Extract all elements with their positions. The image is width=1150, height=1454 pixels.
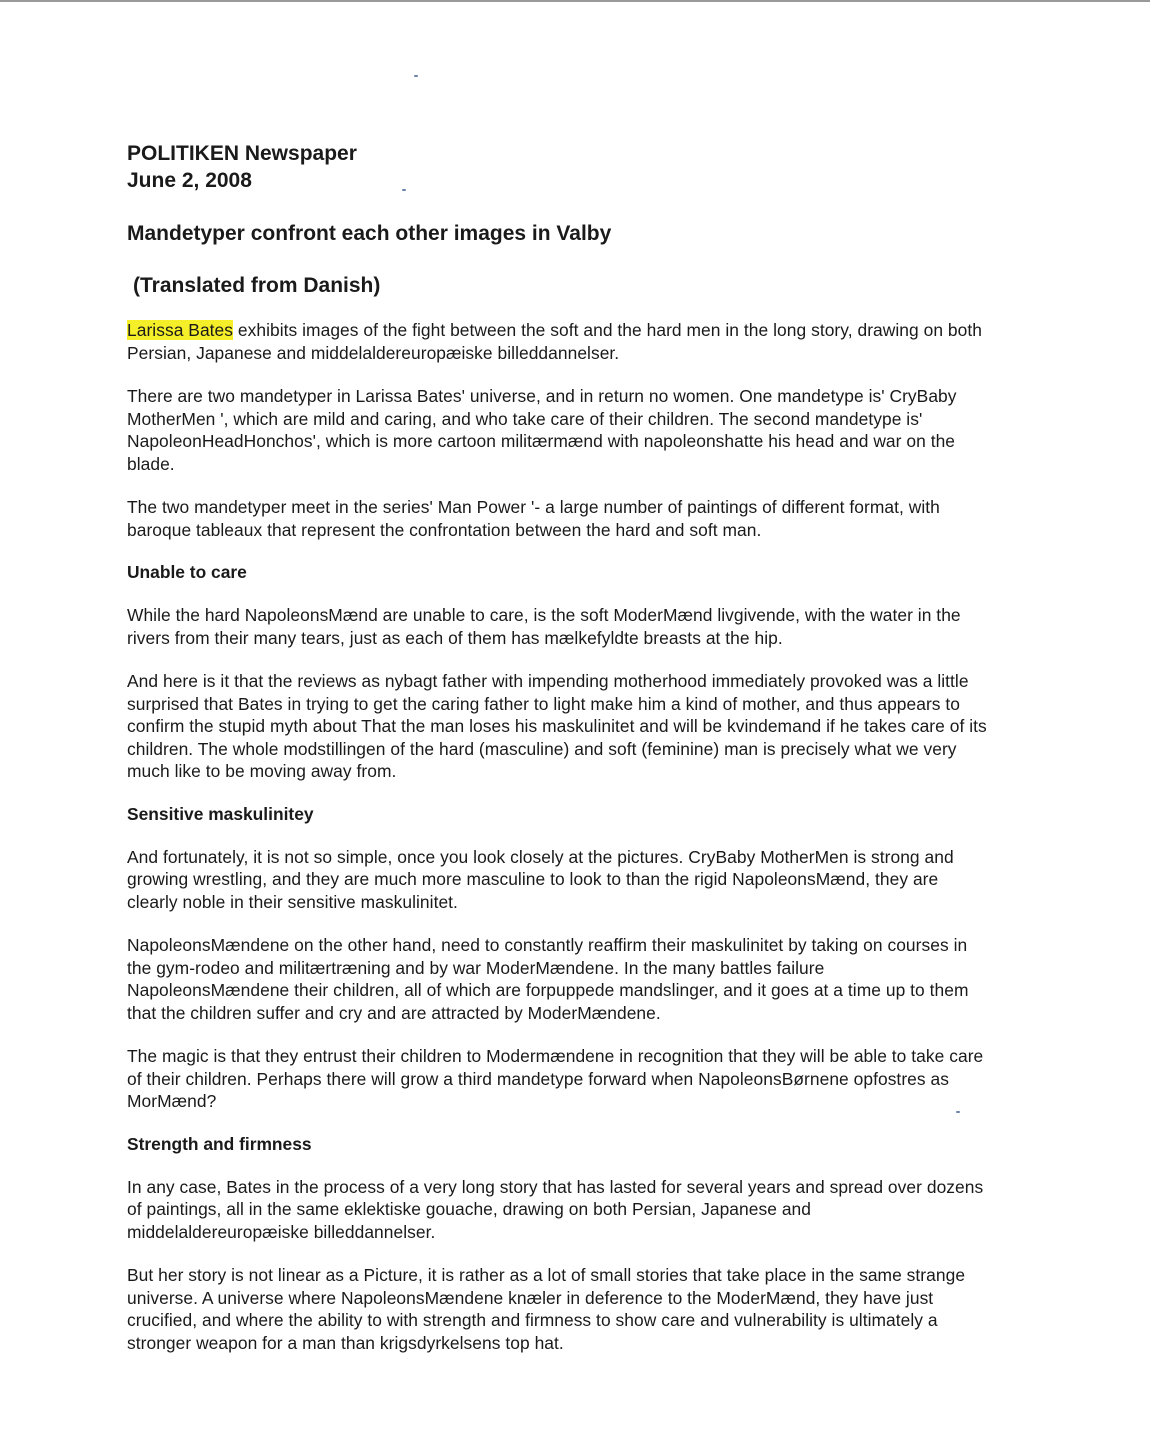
highlighted-artist-name: Larissa Bates <box>127 320 234 340</box>
body-paragraph: The two mandetyper meet in the series' Man Power '- a large number of paintings of different format, with baroque tableaux that represent the confrontation between the hard and soft man. <box>127 497 940 540</box>
intro-text: exhibits images of the fight between the soft and the hard men in the long story, drawing on both Persian, Japanese and middelaldereuropæiske billeddannelser. <box>127 320 982 363</box>
intro-paragraph <box>127 319 987 364</box>
body-paragraph: In any case, Bates in the process of a very long story that has lasted for several years and spread over dozens of paintings, all in the same eklektiske gouache, drawing on both Persian, Japanese and middelaldereuropæiske billeddannelser. <box>127 1176 984 1242</box>
body-paragraph: But her story is not linear as a Picture, it is rather as a lot of small stories that take place in the same strange universe. A universe where NapoleonsMændene knæler in deference to the ModerMænd, they have just crucified, and where the ability to with strength and firmness to show care and vulnerability is ultimately a stronger weapon for a man than krigsdyrkelsens top hat. <box>127 1265 966 1353</box>
body-paragraph: And here is it that the reviews as nybagt father with impending motherhood immediately provoked was a little surprised that Bates in trying to get the caring father to light make him a kind of mother, and thus appears to confirm the stupid myth about That the man loses his maskulinitet and will be kvindemand if he takes care of its children. The whole modstillingen of the hard (masculine) and soft (feminine) man is precisely what we very much like to be moving away from. <box>127 671 987 781</box>
scan-speck <box>414 75 418 77</box>
scan-top-edge <box>0 0 1150 2</box>
section-heading: Sensitive maskulinitey <box>127 803 314 824</box>
translation-note: (Translated from Danish) <box>133 274 381 297</box>
article-headline: Mandetyper confront each other images in Valby <box>127 222 612 245</box>
section-heading: Unable to care <box>127 562 247 582</box>
document-page <box>127 140 987 1354</box>
publication-name: POLITIKEN Newspaper <box>127 142 357 165</box>
body-paragraph: While the hard NapoleonsMænd are unable to care, is the soft ModerMænd livgivende, with the water in the rivers from their many tears, just as each of them has mælkefyldte breasts at the hip. <box>127 605 961 648</box>
body-paragraph: And fortunately, it is not so simple, once you look closely at the pictures. CryBaby MotherMen is strong and growing wrestling, and they are much more masculine to look to than the rigid NapoleonsMænd, they are clearly noble in their sensitive maskulinitet. <box>127 846 954 912</box>
body-paragraph: NapoleonsMændene on the other hand, need to constantly reaffirm their maskulinitet by taking on courses in the gym-rodeo and militærtræning and by war ModerMændene. In the many battles failure NapoleonsMændene their children, all of which are forpuppede mandslinger, and it goes at a time up to them that the children suffer and cry and are attracted by ModerMændene. <box>127 935 969 1023</box>
section-heading: Strength and firmness <box>127 1133 312 1154</box>
body-paragraph: The magic is that they entrust their children to Modermændene in recognition that they will be able to take care of their children. Perhaps there will grow a third mandetype forward when NapoleonsBørnene opfostres as MorMænd? <box>127 1046 984 1111</box>
publication-date: June 2, 2008 <box>127 169 252 192</box>
body-paragraph: There are two mandetyper in Larissa Bates' universe, and in return no women. One mandetype is' CryBaby MotherMen ', which are mild and caring, and who take care of their children. The second mandetype is' NapoleonHeadHonchos', which is more cartoon militærmænd with napoleonshatte his head and war on the blade. <box>127 386 957 474</box>
